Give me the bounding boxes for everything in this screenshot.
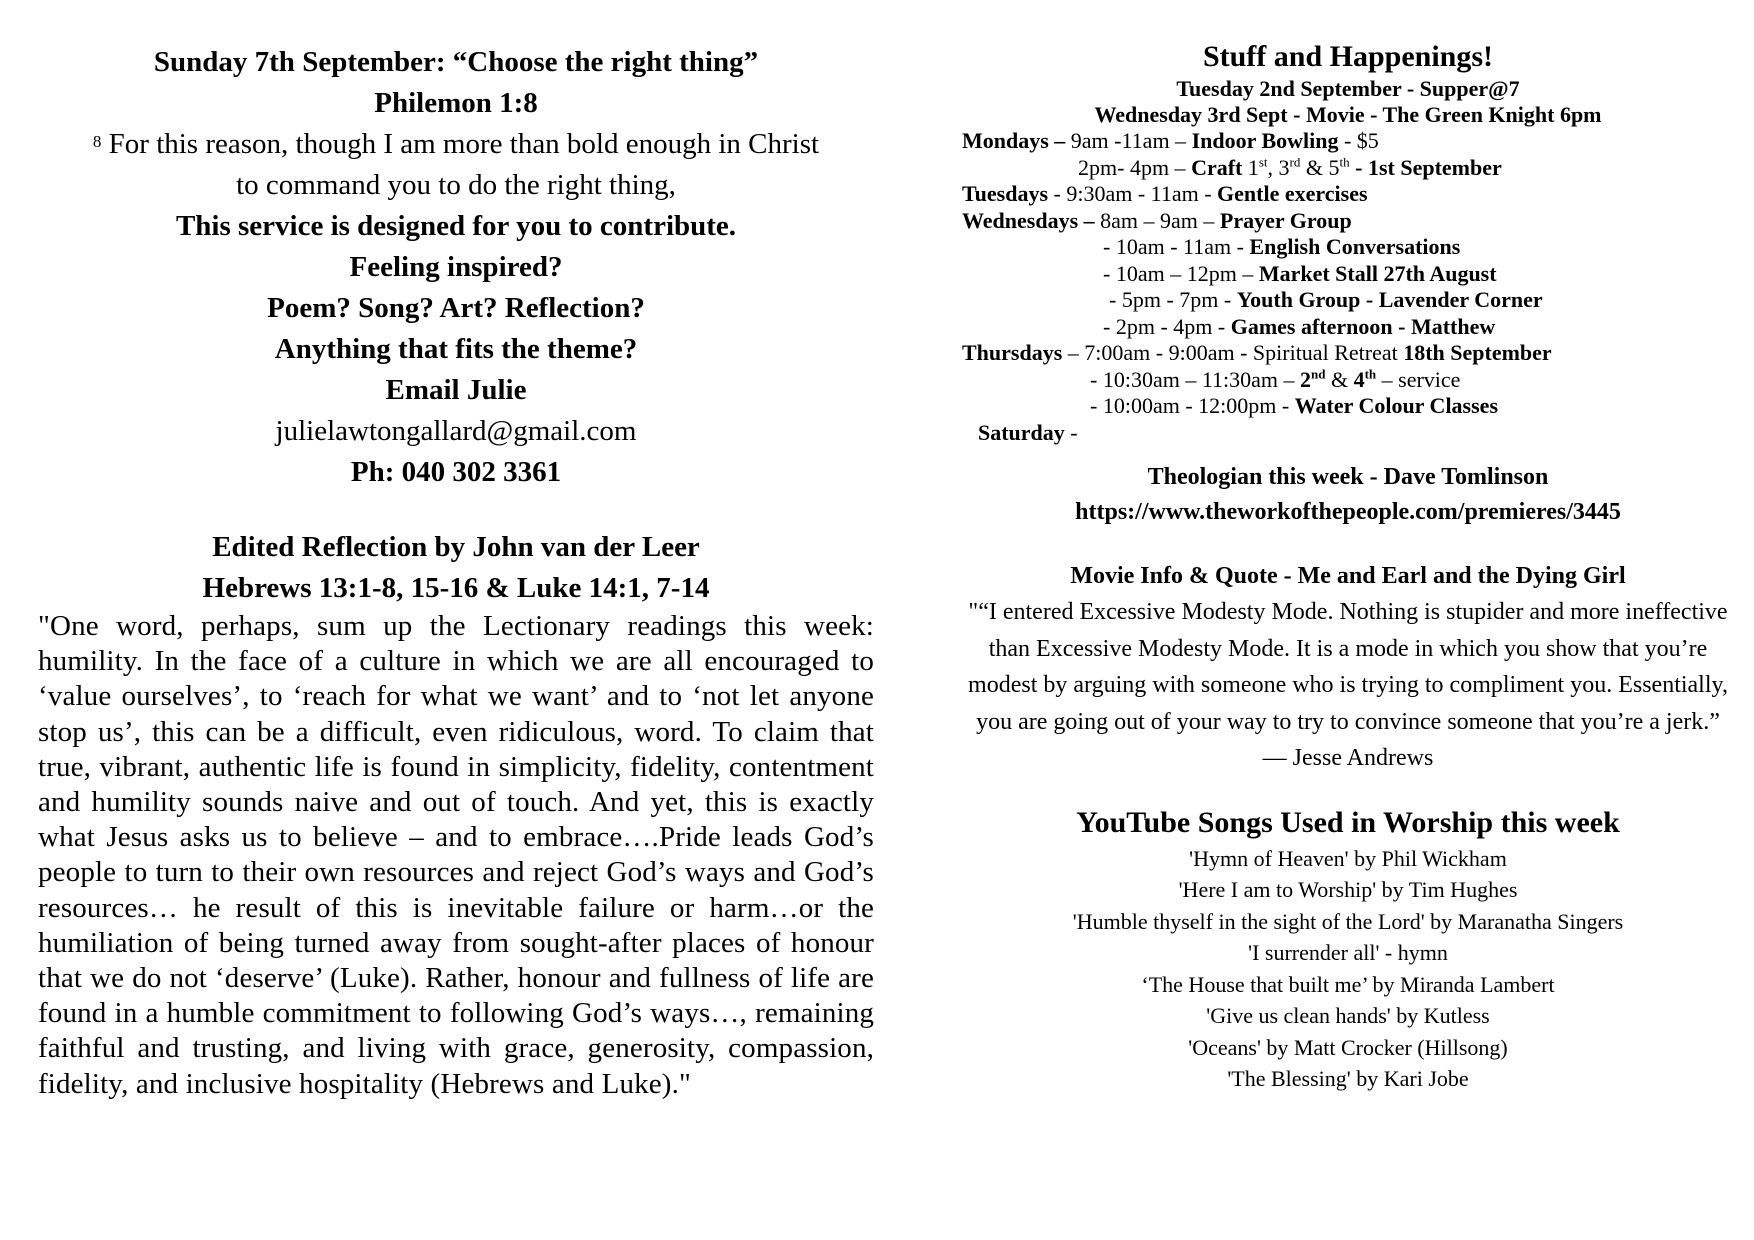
day-label: Wednesdays – <box>962 207 1095 233</box>
date-text: , 3 <box>1267 154 1290 180</box>
verse-line-1 <box>38 124 874 165</box>
song-item: 'Hymn of Heaven' by Phil Wickham <box>1189 845 1507 871</box>
time-text: - 10:30am – 11:30am – <box>1090 366 1300 392</box>
event-name: Craft <box>1191 154 1243 180</box>
time-text: - 10am - 11am - <box>1103 234 1250 259</box>
event-name: Indoor Bowling <box>1191 128 1339 153</box>
event-extra: - $5 <box>1338 128 1379 153</box>
youtube-title: YouTube Songs Used in Worship this week <box>1076 805 1620 839</box>
ordinal-suffix: st <box>1258 154 1268 170</box>
time-text: - 5pm - 7pm - <box>1109 287 1237 312</box>
passage-reference: Philemon 1:8 <box>374 87 538 119</box>
event-name: Games afternoon - Matthew <box>1230 313 1496 339</box>
event-name: – service <box>1376 366 1461 392</box>
contact-email[interactable]: julielawtongallard@gmail.com <box>275 415 637 447</box>
invite-line: Email Julie <box>385 374 527 406</box>
invite-line: Feeling inspired? <box>349 251 563 283</box>
event-name: Market Stall 27th August <box>1258 260 1497 286</box>
schedule-row-wednesday-2 <box>1103 234 1460 261</box>
schedule-row-thursday-1 <box>962 340 1552 367</box>
schedule-row-monday-1 <box>962 128 1379 155</box>
schedule-row-tuesday <box>962 181 1368 208</box>
weekly-schedule <box>962 128 1728 450</box>
song-item: 'Give us clean hands' by Kutless <box>1206 1003 1490 1029</box>
ordinal-suffix: rd <box>1289 154 1301 170</box>
day-label: Tuesdays <box>962 181 1049 206</box>
event-date: - 1st September <box>1349 154 1502 180</box>
reflection-title: Edited Reflection by John van der Leer <box>212 531 700 563</box>
schedule-row-monday-2 <box>1078 155 1502 182</box>
time-text: – 7:00am - 9:00am - Spiritual Retreat <box>1062 340 1404 365</box>
movie-title: Movie Info & Quote - Me and Earl and the Dying Girl <box>1070 563 1626 589</box>
ordinal-suffix: nd <box>1311 366 1326 382</box>
song-item: 'Humble thyself in the sight of the Lord' by Maranatha Singers <box>1072 908 1624 934</box>
highlight-movie: Wednesday 3rd Sept - Movie - The Green Knight 6pm <box>1094 102 1602 127</box>
event-date: 18th September <box>1403 340 1552 365</box>
song-item: 'The Blessing' by Kari Jobe <box>1227 1066 1469 1092</box>
song-item: 'I surrender all' - hymn <box>1248 940 1448 966</box>
verse-line-2: to command you to do the right thing, <box>236 169 676 201</box>
song-item: 'Oceans' by Matt Crocker (Hillsong) <box>1188 1034 1508 1060</box>
schedule-row-saturday <box>978 420 1078 447</box>
highlight-supper: Tuesday 2nd September - Supper@7 <box>1176 76 1520 101</box>
theologian-link[interactable]: https://www.theworkofthepeople.com/premieres/3445 <box>1075 499 1621 525</box>
ordinal-suffix: th <box>1339 154 1350 170</box>
day-label: Saturday <box>978 419 1065 445</box>
time-text: - 9:30am - 11am - <box>1048 181 1218 206</box>
invite-line: This service is designed for you to contribute. <box>175 210 737 242</box>
week-number: 2 <box>1300 366 1311 392</box>
invite-line: Poem? Song? Art? Reflection? <box>267 292 645 324</box>
time-text: - 10:00am - 12:00pm - <box>1090 393 1295 418</box>
event-name: Prayer Group <box>1219 207 1352 233</box>
time-text: - 10am – 12pm – <box>1103 260 1259 286</box>
time-text: 9am -11am – <box>1065 128 1192 153</box>
reflection-readings: Hebrews 13:1-8, 15-16 & Luke 14:1, 7-14 <box>202 572 710 604</box>
schedule-row-wednesday-1 <box>962 208 1352 235</box>
day-label: Thursdays <box>962 340 1063 365</box>
theologian-line: Theologian this week - Dave Tomlinson <box>1147 464 1549 490</box>
time-text: - <box>1064 419 1078 445</box>
date-text: & 5 <box>1300 154 1340 180</box>
event-name: Water Colour Classes <box>1294 393 1498 418</box>
date-text: 1 <box>1242 154 1259 180</box>
conjunction-text: & <box>1325 366 1354 392</box>
time-text: 8am – 9am – <box>1094 207 1220 233</box>
happenings-title: Stuff and Happenings! <box>1202 40 1494 73</box>
day-label: Mondays – <box>962 128 1066 153</box>
service-title: Sunday 7th September: “Choose the right thing” <box>153 46 759 78</box>
event-name: Youth Group - Lavender Corner <box>1236 287 1543 312</box>
left-column <box>38 0 874 1102</box>
schedule-row-thursday-3 <box>1090 393 1498 420</box>
invite-line: Anything that fits the theme? <box>274 333 638 365</box>
event-name: Gentle exercises <box>1217 181 1368 206</box>
verse-number: 8 <box>92 132 102 151</box>
right-column <box>962 0 1728 1095</box>
schedule-row-wednesday-5 <box>1103 314 1495 341</box>
reflection-text: "One word, perhaps, sum up the Lectionary readings this week: humility. In the face of a culture in which we are all encouraged to ‘value ourselves’, to ‘reach for what we want’ and to ‘not let anyone stop us’, this can be a difficult, even ridiculous, word. To claim that true, vibrant, authentic life is found in simplicity, fidelity, contentment and humility sounds naive and out of touch. And yet, this is exactly what Jesus asks us to believe – and to embrace….Pride leads God’s people to turn to their own resources and reject God’s ways and God’s resources… he result of this is inevitable failure or harm…or the humiliation of being turned away from sought-after places of honour that we do not ‘deserve’ (Luke). Rather, honour and fullness of life are found in a humble commitment to following God’s ways…, remaining faithful and trusting, and living with grace, generosity, compassion, fidelity, and inclusive hospitality (Hebrews and Luke)." <box>38 610 874 1100</box>
ordinal-suffix: th <box>1364 366 1377 382</box>
time-text: 2pm- 4pm – <box>1078 154 1192 180</box>
schedule-row-thursday-2 <box>1090 367 1460 394</box>
verse-text-1: For this reason, though I am more than bold enough in Christ <box>101 128 820 160</box>
song-item: ‘The House that built me’ by Miranda Lambert <box>1141 971 1555 997</box>
schedule-row-wednesday-4 <box>1109 287 1543 314</box>
contact-phone: Ph: 040 302 3361 <box>350 456 562 488</box>
movie-quote: "“I entered Excessive Modesty Mode. Nothing is stupider and more ineffective than Excessive Modesty Mode. It is a mode in which you show that you’re modest by arguing with someone who is trying to compliment you. Essentially, you are going out of your way to try to convince someone that you’re a jerk.” ― Jesse Andrews <box>968 599 1728 772</box>
time-text: - 2pm - 4pm - <box>1103 313 1231 339</box>
event-name: English Conversations <box>1249 234 1461 259</box>
song-item: 'Here I am to Worship' by Tim Hughes <box>1178 877 1518 903</box>
schedule-row-wednesday-3 <box>1103 261 1497 288</box>
week-number: 4 <box>1353 366 1365 392</box>
